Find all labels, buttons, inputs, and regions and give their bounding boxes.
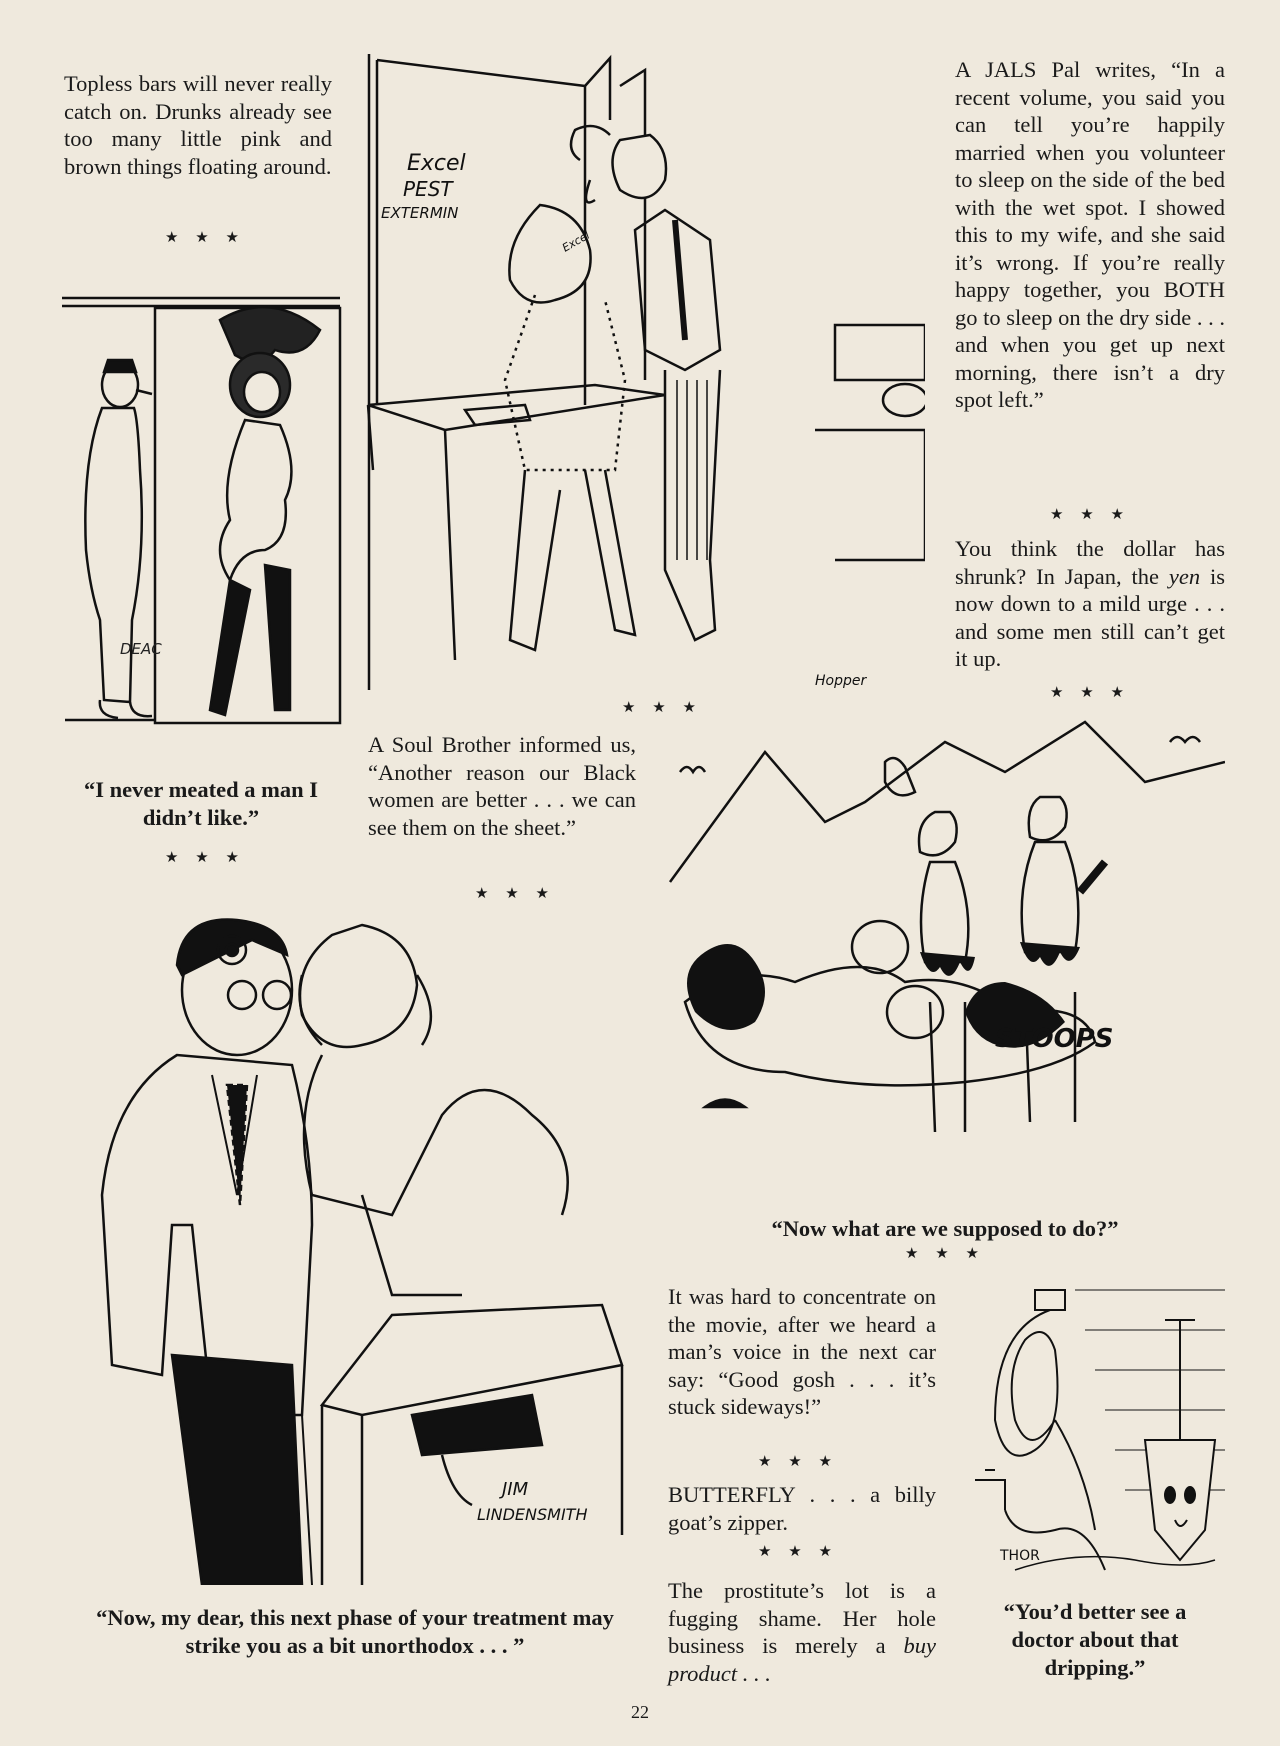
signature-lindensmith: LINDENSMITH [477,1505,588,1524]
joke-butterfly: BUTTERFLY . . . a billy goat’s zipper. [668,1482,936,1535]
separator-stars: ★ ★ ★ [165,228,245,246]
cartoon-exterminator-drawing [365,50,925,690]
caption-meated: “I never meated a man I didn’t like.” [84,777,318,830]
separator-stars: ★ ★ ★ [165,848,245,866]
sign-line-1: Excel [407,151,466,176]
sign-line-2: PEST [403,177,453,201]
cartoon-doctor-drawing [62,895,642,1585]
joke-movie: It was hard to concentrate on the movie, after we heard a man’s voice in the next car say: “Good gosh . . . it’s stuck sideways!” [668,1284,936,1419]
cartoon-closet-drawing [60,290,342,738]
joke-topless-bars: Topless bars will never really catch on. Drunks already see too many little pink and brown things floating around. [64,71,332,179]
cartoon-cavemen [665,712,1225,1212]
separator-stars: ★ ★ ★ [758,1452,838,1470]
separator-stars: ★ ★ ★ [622,698,702,716]
cartoon-cavemen-drawing [665,712,1225,1212]
separator-stars: ★ ★ ★ [1050,505,1130,523]
cartoon-closet-woman [60,290,342,738]
joke-dollar-yen [955,535,1225,673]
cartoon-hose-shovel [955,1270,1225,1590]
joke-jals-pal: A JALS Pal writes, “In a recent volume, you said you can tell you’re happily married when you volunteer to sleep on the side of the bed with the wet spot. I showed this to my wife, and she said it’s wrong. If you’re really happy together, you BOTH go to sleep on the dry side . . . and when you get up next morning, there isn’t a dry spot left.” [955,57,1225,412]
spray-can-label: Excel [560,228,592,255]
caption-cavemen: “Now what are we supposed to do?” [771,1216,1119,1241]
joke-soul-brother: A Soul Brother informed us, “Another reason our Black women are better . . . we can see them on the sheet.” [368,732,636,840]
separator-stars: ★ ★ ★ [905,1244,985,1262]
separator-stars: ★ ★ ★ [758,1542,838,1560]
cartoon-hose-drawing [955,1270,1225,1590]
signature-stoops: STOOPS [995,1024,1114,1054]
joke-prostitute-italic: buy product . . . [668,1633,937,1686]
separator-stars: ★ ★ ★ [1050,683,1130,701]
signature-thor: THOR [1000,1548,1040,1564]
signature-jim: JIM [502,1479,529,1500]
cartoon-exterminator-office [365,50,925,690]
caption-doctor: “Now, my dear, this next phase of your treatment may strike you as a bit unorthodox . . . ” [96,1605,614,1658]
sign-line-3: EXTERMIN [381,204,459,222]
joke-prostitute-part-1: The prostitute’s lot is a fugging shame. Her hole business is merely a [668,1578,936,1658]
joke-dollar-yen-word: yen [1168,563,1201,589]
joke-dollar-part-1: You think the dollar has shrunk? In Japan, the [955,536,1225,589]
signature-hopper: Hopper [815,673,867,689]
caption-hose: “You’d better see a doctor about that dripping.” [1003,1599,1187,1680]
joke-dollar-part-2: is now down to a mild urge . . . and some men still can’t get it up. [955,563,1226,671]
page-number: 22 [631,1702,649,1722]
signature-deac: DEAC [120,640,162,658]
cartoon-doctor-exam [62,895,642,1585]
joke-prostitute [668,1577,936,1687]
separator-stars: ★ ★ ★ [475,884,555,902]
